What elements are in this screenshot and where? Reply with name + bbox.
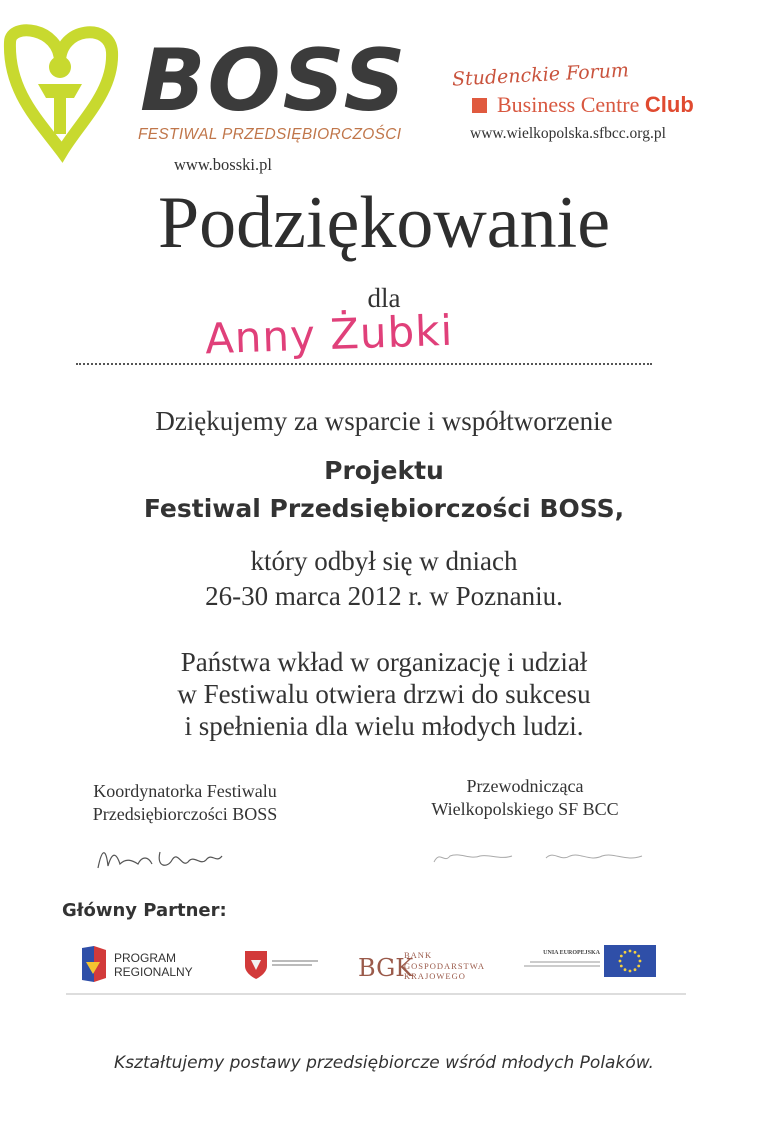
bank-line-3: KRAJOWEGO [404,971,466,982]
event-date-line-1: który odbył się w dniach [250,546,518,576]
voivodeship-caption [272,958,318,968]
contribution-line-1: Państwa wkład w organizację i udział [180,647,588,677]
eu-label-line-1: UNIA EUROPEJSKA [543,950,600,956]
motto: Kształtujemy postawy przedsiębiorcze wśród młodych Polaków. [114,1053,654,1073]
boss-logo-figure [0,22,120,162]
student-forum-script: Studenckie Forum [451,59,630,91]
bcc-name-bold: Club [644,92,694,117]
coordinator-role [40,780,330,827]
regional-program-logo [80,944,108,984]
wielkopolska-crest-icon [244,950,268,980]
chairwoman-role-line-1: Przewodnicząca [466,776,584,796]
event-date-line-2: 26-30 marca 2012 r. w Poznaniu. [205,581,563,611]
chairwoman-signature [430,842,650,872]
recipient-name-handwritten: Anny Żubki [204,305,454,364]
funding-footnote-lines [66,991,686,997]
bcc-name [472,92,694,118]
project-label: Projektu [324,456,444,485]
coordinator-role-line-2: Przedsiębiorczości BOSS [92,804,278,825]
bcc-name-regular: Business Centre [497,92,640,117]
chairwoman-role-line-2: Wielkopolskiego SF BCC [431,799,619,820]
bcc-square-icon [472,98,487,113]
program-line-2: REGIONALNY [114,964,193,979]
contribution-line-3: i spełnienia dla wielu młodych ludzi. [184,711,584,741]
thanks-text: Dziękujemy za wsparcie i współtworzenie [155,406,613,436]
chairwoman-role [380,775,670,822]
main-partner-title: Główny Partner: [62,900,227,921]
certificate-title: Podziękowanie [157,182,611,264]
bank-line-2: GOSPODARSTWA [404,960,485,971]
eu-label [520,950,600,967]
bank-line-1: BANK [404,950,433,960]
boss-wordmark: BOSS [140,31,408,131]
project-name: Festiwal Przedsiębiorczości BOSS, [143,494,625,523]
regional-program-text [114,952,193,980]
recipient-dotted-line [76,362,652,365]
coordinator-signature [92,838,232,878]
festival-subtitle: FESTIWAL PRZEDSIĘBIORCZOŚCI [138,126,402,143]
boss-website: www.bosski.pl [174,155,272,174]
bgk-mark-text: BGK [358,954,414,982]
bgk-bank-name [404,950,485,982]
coordinator-role-line-1: Koordynatorka Festiwalu [93,781,277,801]
bgk-bank-logo [356,948,414,984]
program-line-1: PROGRAM [114,951,177,965]
for-label: dla [367,283,401,313]
eu-flag-icon [604,945,656,977]
contribution-line-2: w Festiwalu otwiera drzwi do sukcesu [177,679,591,709]
bcc-website: www.wielkopolska.sfbcc.org.pl [470,125,666,142]
